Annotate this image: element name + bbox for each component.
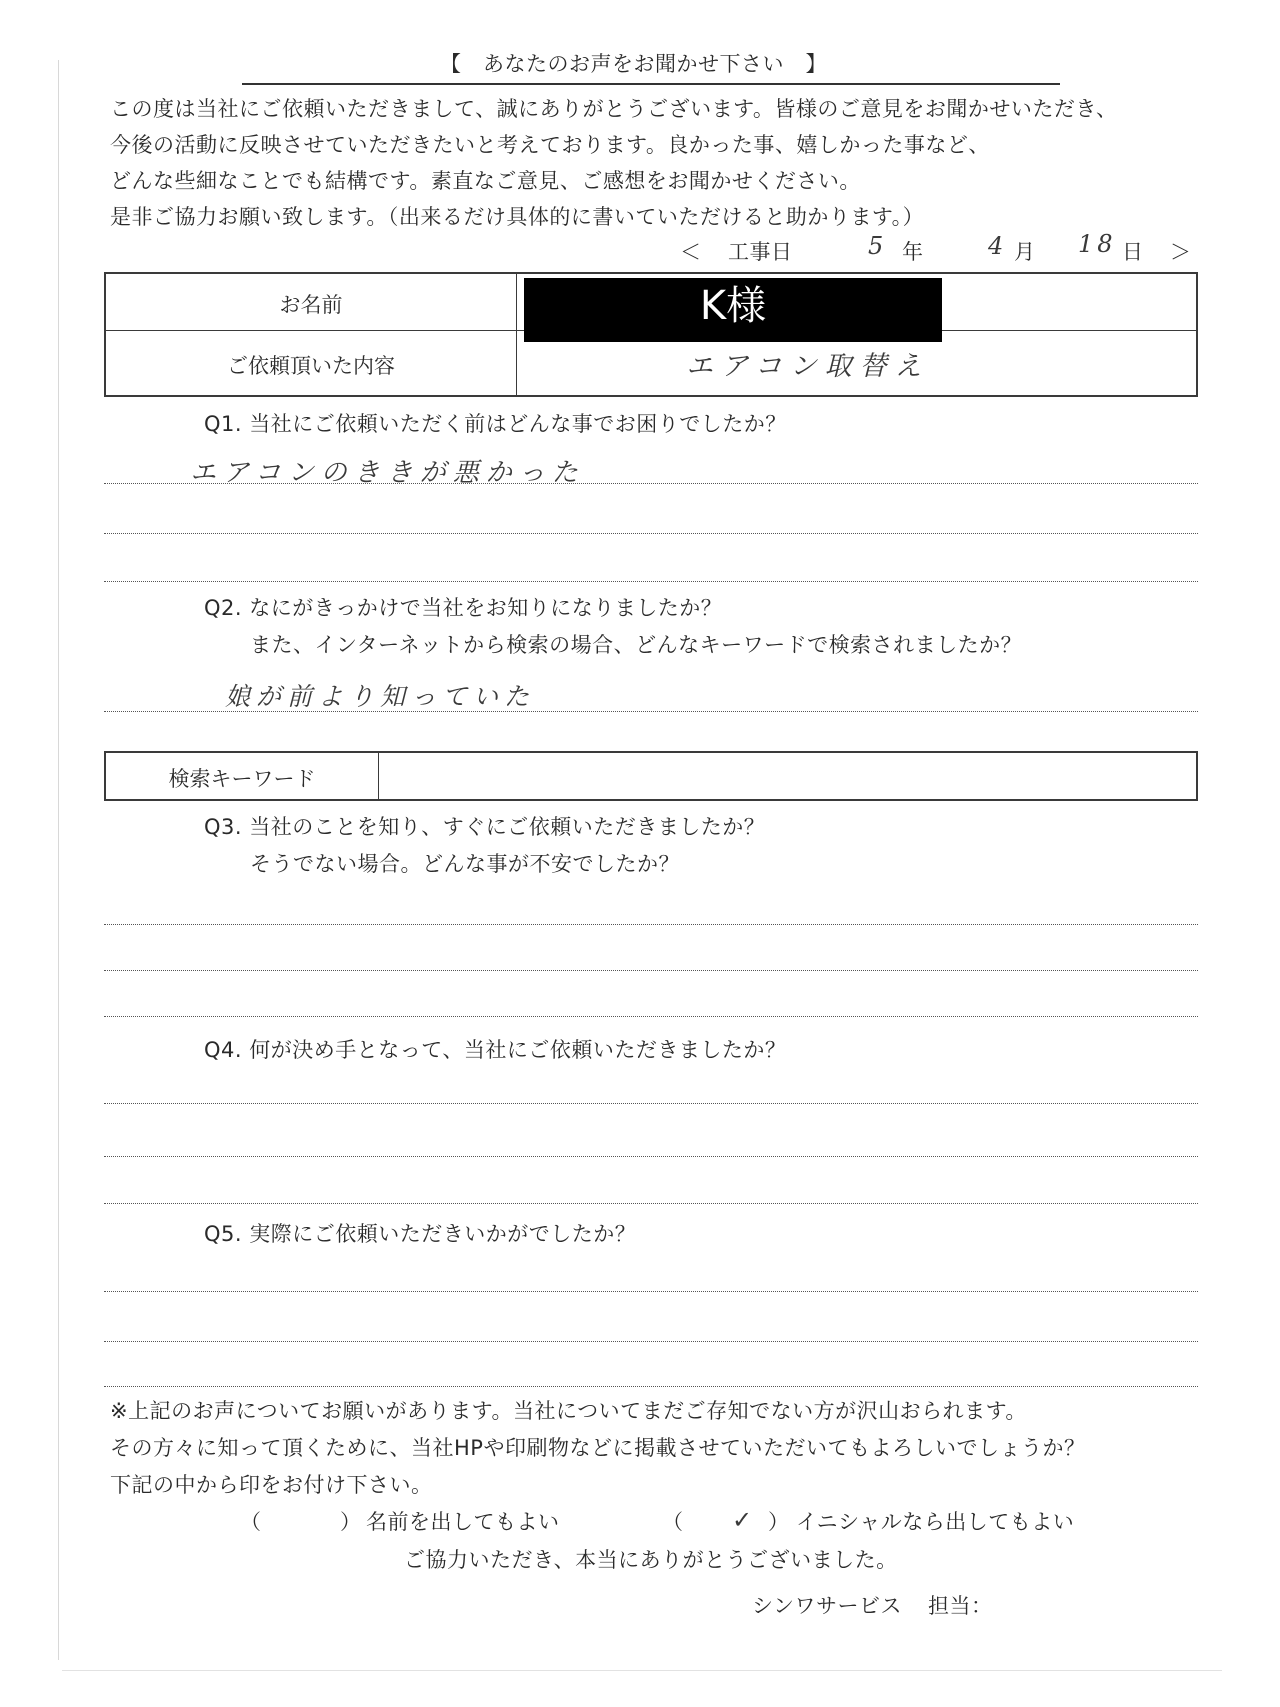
answer-line — [104, 1341, 1198, 1342]
answer-line — [104, 581, 1198, 582]
answer-line — [104, 533, 1198, 534]
option-initial-check-mark: ✓ — [732, 1506, 757, 1534]
q3-question: Q3. 当社のことを知り、すぐにご依頼いただきましたか？ — [204, 815, 766, 839]
date-label: 工事日 — [728, 240, 793, 264]
request-label: ご依頼頂いた内容 — [227, 354, 395, 378]
answer-line — [104, 1156, 1198, 1157]
option-initial-label: イニシャルなら出してもよい — [796, 1510, 1075, 1534]
notice-line: その方々に知って頂くために、当社HPや印刷物などに掲載させていただいてもよろしいでしょうか？ — [110, 1436, 1086, 1460]
date-year-value[interactable]: 5 — [868, 232, 888, 260]
intro-line: 今後の活動に反映させていただきたいと考えております。良かった事、嬉しかった事など、 — [110, 133, 990, 157]
staff-signature-field[interactable] — [990, 1590, 1190, 1622]
date-close: ＞ — [1170, 240, 1192, 264]
answer-line — [104, 1103, 1198, 1104]
option-name-label: 名前を出してもよい — [366, 1510, 560, 1534]
paren-open: （ — [662, 1510, 684, 1534]
date-year-unit: 年 — [902, 240, 924, 264]
date-month-value[interactable]: 4 — [988, 232, 1008, 260]
answer-line — [104, 970, 1198, 971]
keyword-column-divider — [378, 753, 379, 799]
title-underline — [242, 83, 1060, 85]
name-label: お名前 — [279, 293, 343, 317]
name-value[interactable]: K様 — [699, 283, 767, 329]
intro-line: この度は当社にご依頼いただきまして、誠にありがとうございます。皆様のご意見をお聞かせいただき、 — [110, 97, 1118, 121]
q2-question: Q2. なにがきっかけで当社をお知りになりましたか？ — [204, 596, 723, 620]
request-value[interactable]: エアコン取替え — [686, 351, 930, 382]
notice-line: ※上記のお声についてお願いがあります。当社についてまだご存知でない方が沢山おられます。 — [110, 1399, 1027, 1423]
answer-line — [104, 924, 1198, 925]
customer-info-table — [104, 272, 1198, 397]
answer-line — [104, 711, 1198, 712]
q3-question-line2: そうでない場合。どんな事が不安でしたか？ — [250, 852, 680, 876]
staff-label: 担当： — [928, 1594, 993, 1618]
keyword-value[interactable] — [396, 763, 1176, 791]
keyword-table — [104, 751, 1198, 801]
q1-answer[interactable]: エアコンのききが悪かった — [190, 458, 585, 488]
answer-line — [104, 1386, 1198, 1387]
scan-bottom-edge — [62, 1670, 1222, 1671]
answer-line — [104, 483, 1198, 484]
date-month-unit: 月 — [1014, 240, 1036, 264]
thanks-message: ご協力いただき、本当にありがとうございました。 — [404, 1548, 898, 1572]
notice-line: 下記の中から印をお付け下さい。 — [110, 1473, 433, 1497]
paren-close: ） — [768, 1510, 790, 1534]
form-title: 【 あなたのお声をお聞かせ下さい 】 — [440, 52, 827, 76]
keyword-label: 検索キーワード — [168, 767, 316, 791]
paren-open: （ — [240, 1510, 262, 1534]
option-initial-checkbox[interactable] — [662, 1506, 792, 1538]
date-open: ＜ — [680, 240, 702, 264]
scan-edge — [58, 60, 59, 1660]
date-day-unit: 日 — [1122, 240, 1144, 264]
answer-line — [104, 1291, 1198, 1292]
q4-question: Q4. 何が決め手となって、当社にご依頼いただきましたか？ — [204, 1038, 787, 1062]
answer-line — [104, 1016, 1198, 1017]
intro-line: 是非ご協力お願い致します。（出来るだけ具体的に書いていただけると助かります。） — [110, 205, 925, 229]
q5-question: Q5. 実際にご依頼いただきいかがでしたか？ — [204, 1222, 637, 1246]
option-name-checkbox[interactable] — [240, 1506, 360, 1538]
paren-close: ） — [340, 1510, 362, 1534]
company-name: シンワサービス — [752, 1594, 902, 1618]
table-column-divider — [516, 274, 517, 395]
q2-answer[interactable]: 娘が前より知っていた — [225, 682, 536, 711]
intro-line: どんな些細なことでも結構です。素直なご意見、ご感想をお聞かせください。 — [110, 169, 861, 193]
date-day-value[interactable]: 18 — [1078, 230, 1117, 258]
q2-question-line2: また、インターネットから検索の場合、どんなキーワードで検索されましたか？ — [250, 633, 1023, 657]
answer-line — [104, 1203, 1198, 1204]
q1-question: Q1. 当社にご依頼いただく前はどんな事でお困りでしたか？ — [204, 412, 787, 436]
